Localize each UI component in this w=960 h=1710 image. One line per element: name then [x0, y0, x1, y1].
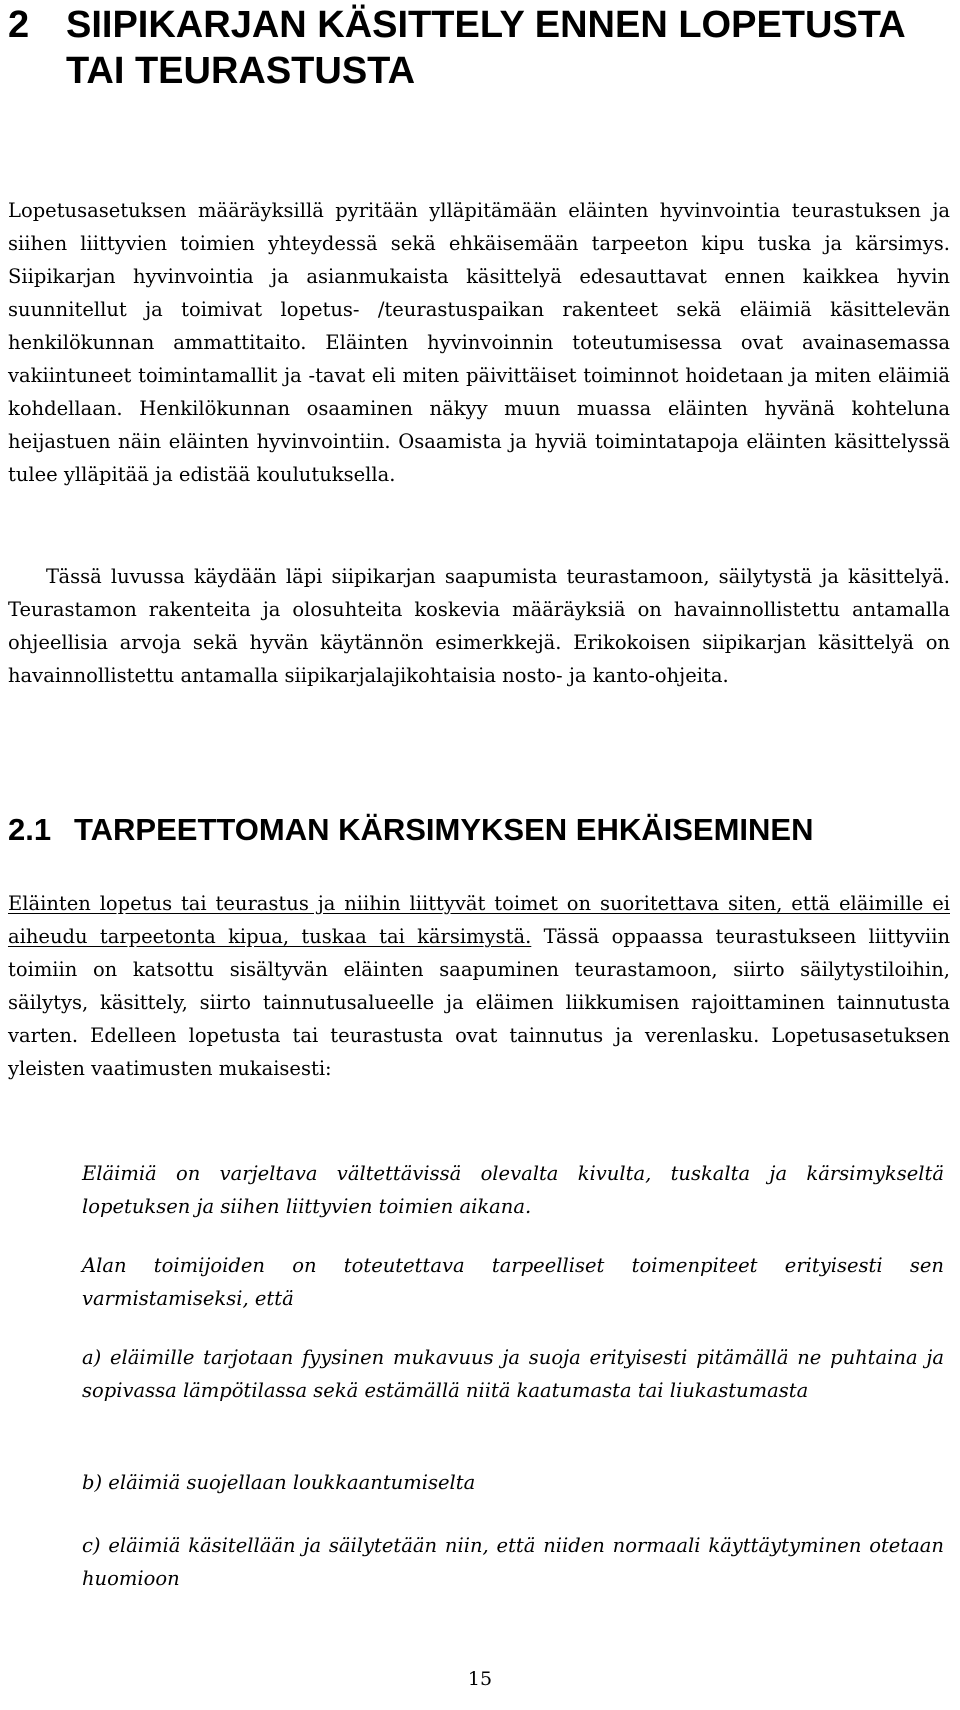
- chapter-heading: [8, 2, 948, 94]
- section-title: TARPEETTOMAN KÄRSIMYKSEN EHKÄISEMINEN: [74, 812, 814, 847]
- quoted-requirement-1: Eläimiä on varjeltava vältettävissä olevalta kivulta, tuskalta ja kärsimykseltä lopetuksen ja siihen liittyvien toimien aikana.: [82, 1162, 944, 1218]
- chapter-title: SIIPIKARJAN KÄSITTELY ENNEN LOPETUSTA TAI TEURASTUSTA: [66, 4, 905, 92]
- section-paragraph: [8, 887, 950, 1085]
- chapter-overview-paragraph: Tässä luvussa käydään läpi siipikarjan saapumista teurastamoon, säilytystä ja käsittelyä. Teurastamon rakenteita ja olosuhteita koskevia määräyksiä on havainnollistettu antamalla ohjeellisia arvoja sekä hyvän käytännön esimerkkejä. Erikokoisen siipikarjan käsittelyä on havainnollistettu antamalla siipikarjalajikohtaisia nosto- ja kanto-ohjeita.: [8, 565, 950, 687]
- intro-paragraph: Lopetusasetuksen määräyksillä pyritään ylläpitämään eläinten hyvinvointia teurastuksen ja siihen liittyvien toimien yhteydessä sekä ehkäisemään tarpeeton kipu tuska ja kärsimys. Siipikarjan hyvinvointia ja asianmukaista käsittelyä edesauttavat ennen kaikkea hyvin suunnitellut ja toimivat lopetus- /teurastuspaikan rakenteet sekä eläimiä käsittelevän henkilökunnan ammattitaito. Eläinten hyvinvoinnin toteutumisessa ovat avainasemassa vakiintuneet toimintamallit ja -tavat eli miten päivittäiset toiminnot hoidetaan ja miten eläimiä kohdellaan. Henkilökunnan osaaminen näkyy muun muassa eläinten hyvänä kohteluna heijastuen näin eläinten hyvinvointiin. Osaamista ja hyviä toimintatapoja eläinten käsittelyssä tulee ylläpitää ja edistää koulutuksella.: [8, 199, 950, 486]
- quoted-requirement-2: Alan toimijoiden on toteutettava tarpeelliset toimenpiteet erityisesti sen varmistamiseksi, että: [82, 1254, 944, 1310]
- section-heading: [8, 810, 948, 850]
- chapter-number: 2: [8, 4, 30, 46]
- quoted-list-item-a: a) eläimille tarjotaan fyysinen mukavuus ja suoja erityisesti pitämällä ne puhtaina ja sopivassa lämpötilassa sekä estämällä niitä kaatumasta tai liukastumasta: [82, 1346, 944, 1402]
- quoted-list-item-c: c) eläimiä käsitellään ja säilytetään niin, että niiden normaali käyttäytyminen otetaan huomioon: [82, 1534, 944, 1590]
- page-number: 15: [467, 1668, 493, 1690]
- section-number: 2.1: [8, 812, 52, 847]
- section-paragraph-text: Tässä oppaassa teurastukseen liittyviin toimiin on katsottu sisältyvän eläinten saapuminen teurastamoon, siirto säilytystiloihin, säilytys, käsittely, siirto tainnutusalueelle ja eläimen liikkumisen rajoittaminen tainnutusta varten. Edelleen lopetusta tai teurastusta ovat tainnutus ja verenlasku. Lopetusasetuksen yleisten vaatimusten mukaisesti:: [8, 925, 951, 1080]
- underlined-requirement: Eläinten lopetus tai teurastus ja niihin liittyvät toimet on suoritettava siten, että eläimille ei aiheudu tarpeetonta kipua, tuskaa tai kärsimystä.: [8, 892, 950, 948]
- quoted-list-item-b: b) eläimiä suojellaan loukkaantumiselta: [82, 1471, 476, 1494]
